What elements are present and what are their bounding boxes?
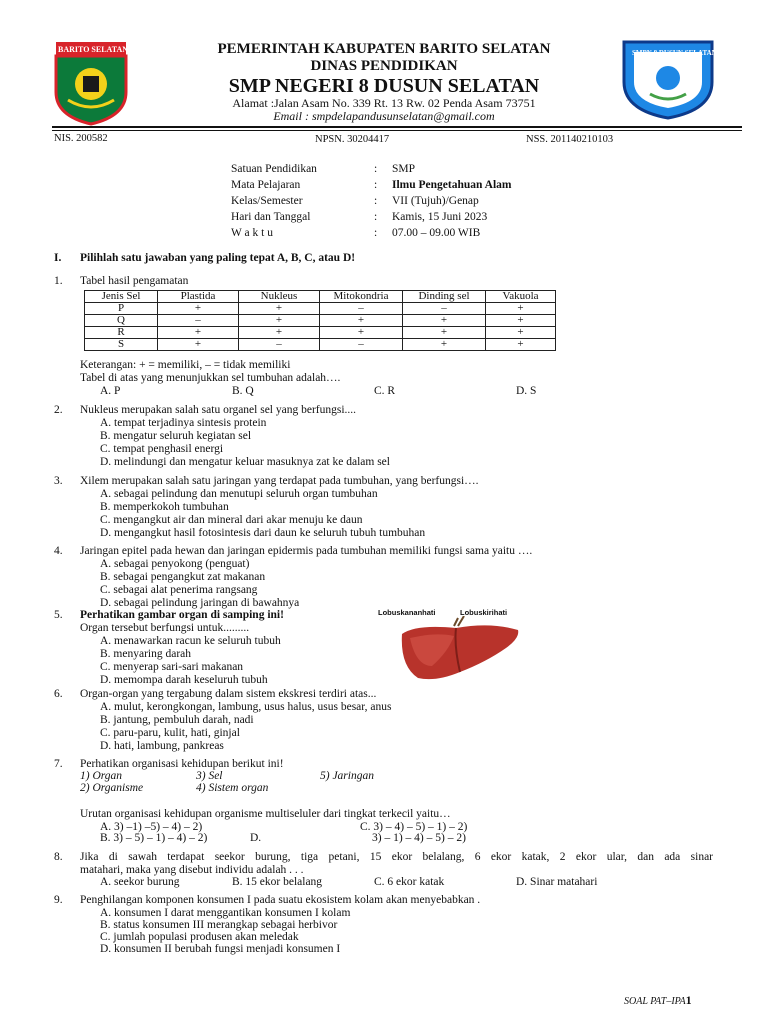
table-row: [85, 327, 556, 339]
question-number: 6.: [54, 688, 63, 700]
table-cell: +: [403, 327, 486, 339]
question-text: Nukleus merupakan salah satu organel sel yang berfungsi....: [80, 404, 357, 416]
option-a[interactable]: A. seekor burung: [100, 876, 180, 888]
list-item: 5) Jaringan: [320, 770, 374, 782]
list-item: 4) Sistem organ: [196, 782, 269, 794]
option-c[interactable]: C. 6 ekor katak: [374, 876, 445, 888]
table-cell: –: [403, 303, 486, 315]
info-value: VII (Tujuh)/Genap: [392, 195, 479, 207]
question-text: Organ-organ yang tergabung dalam sistem ekskresi terdiri atas...: [80, 688, 377, 700]
option-c[interactable]: C. tempat penghasil energi: [100, 443, 224, 455]
question-text: Jaringan epitel pada hewan dan jaringan epidermis pada tumbuhan memiliki fungsi sama yaitu ….: [80, 545, 533, 557]
option-a[interactable]: A. 3) –1) –5) – 4) – 2): [100, 821, 203, 833]
info-colon: :: [374, 227, 378, 239]
table-cell: +: [239, 315, 320, 327]
option-a[interactable]: A. konsumen I darat menggantikan konsumen I kolam: [100, 907, 351, 919]
info-colon: :: [374, 211, 378, 223]
option-d[interactable]: D. S: [516, 385, 537, 397]
footer-label: [624, 993, 692, 1008]
table-header-cell: Plastida: [158, 291, 239, 303]
question-text: Perhatikan organisasi kehidupan berikut ini!: [80, 758, 284, 770]
liver-image: [396, 616, 522, 688]
info-label: Kelas/Semester: [231, 195, 303, 207]
table-header-cell: Vakuola: [486, 291, 556, 303]
option-d[interactable]: D. konsumen II berubah fungsi menjadi konsumen I: [100, 943, 341, 955]
option-b[interactable]: B. memperkokoh tumbuhan: [100, 501, 229, 513]
option-b[interactable]: B. menyaring darah: [100, 648, 192, 660]
question-text: Jika di sawah terdapat seekor burung, tiga petani, 15 ekor belalang, 6 ekor katak, 2 ekor ular, dan ada sinar: [80, 851, 713, 863]
option-a[interactable]: A. P: [100, 385, 121, 397]
header-divider-thin: [52, 130, 742, 131]
question-number: 5.: [54, 609, 63, 621]
option-a[interactable]: A. sebagai penyokong (penguat): [100, 558, 250, 570]
question-text-2: matahari, maka yang disebut individu adalah . . .: [80, 864, 304, 876]
table-cell: –: [158, 315, 239, 327]
table-header-row: [85, 291, 556, 303]
question-number: 4.: [54, 545, 63, 557]
table-cell: +: [158, 327, 239, 339]
liver-label-left-lobe: Lobuskirihati: [460, 608, 508, 617]
table-cell: +: [486, 315, 556, 327]
table-cell: P: [85, 303, 158, 315]
table-header-cell: Nukleus: [239, 291, 320, 303]
table-cell: –: [239, 339, 320, 351]
section-number: I.: [54, 252, 62, 264]
table-cell: +: [320, 315, 403, 327]
table-header-cell: Jenis Sel: [85, 291, 158, 303]
table-cell: R: [85, 327, 158, 339]
question-prompt: Urutan organisasi kehidupan organisme multiseluler dari tingkat terkecil yaitu…: [80, 808, 451, 820]
header-government: PEMERINTAH KABUPATEN BARITO SELATAN: [217, 41, 551, 57]
question-number: 1.: [54, 275, 63, 287]
option-d[interactable]: D. hati, lambung, pankreas: [100, 740, 224, 752]
info-label: W a k t u: [231, 227, 273, 239]
table-cell: +: [486, 327, 556, 339]
question-number: 9.: [54, 894, 63, 906]
option-b[interactable]: B. jantung, pembuluh darah, nadi: [100, 714, 254, 726]
option-b[interactable]: B. 3) – 5) – 1) – 4) – 2): [100, 832, 208, 844]
table-cell: –: [320, 339, 403, 351]
footer-text: SOAL PAT–IPA: [624, 996, 686, 1007]
header-address: Alamat :Jalan Asam No. 339 Rt. 13 Rw. 02 Penda Asam 73751: [232, 96, 536, 110]
option-c[interactable]: C. paru-paru, kulit, hati, ginjal: [100, 727, 240, 739]
header-department: DINAS PENDIDIKAN: [310, 58, 458, 74]
option-c[interactable]: C. jumlah populasi produsen akan meledak: [100, 931, 299, 943]
table-row: [85, 339, 556, 351]
option-a[interactable]: A. tempat terjadinya sintesis protein: [100, 417, 267, 429]
header-school-name: SMP NEGERI 8 DUSUN SELATAN: [228, 75, 540, 97]
option-c[interactable]: C. sebagai alat penerima rangsang: [100, 584, 258, 596]
option-c[interactable]: C. menyerap sari-sari makanan: [100, 661, 244, 673]
option-d[interactable]: D. sebagai pelindung jaringan di bawahnya: [100, 597, 300, 609]
info-label: Satuan Pendidikan: [231, 163, 317, 175]
option-b[interactable]: B. sebagai pengangkut zat makanan: [100, 571, 266, 583]
observation-table: [84, 290, 556, 351]
section-title: Pilihlah satu jawaban yang paling tepat A, B, C, atau D!: [80, 252, 356, 264]
question-text-2: Organ tersebut berfungsi untuk.........: [80, 622, 250, 634]
option-c[interactable]: C. 3) – 4) – 5) – 1) – 2): [360, 821, 468, 833]
table-header-cell: Dinding sel: [403, 291, 486, 303]
option-d[interactable]: D. melindungi dan mengatur keluar masuknya zat ke dalam sel: [100, 456, 390, 468]
question-text: Perhatikan gambar organ di samping ini!: [80, 609, 284, 621]
question-text: Xilem merupakan salah satu jaringan yang terdapat pada tumbuhan, yang berfungsi….: [80, 475, 479, 487]
table-header-cell: Mitokondria: [320, 291, 403, 303]
page-number: 1: [685, 993, 692, 1007]
info-colon: :: [374, 195, 378, 207]
question-prompt: Tabel di atas yang menunjukkan sel tumbuhan adalah….: [80, 372, 341, 384]
table-cell: +: [239, 327, 320, 339]
list-item: 1) Organ: [80, 770, 123, 782]
info-label: Hari dan Tanggal: [231, 211, 311, 223]
option-a[interactable]: A. menawarkan racun ke seluruh tubuh: [100, 635, 281, 647]
info-colon: :: [374, 179, 378, 191]
table-cell: +: [158, 339, 239, 351]
option-d[interactable]: 3) – 1) – 4) – 5) – 2): [372, 832, 466, 844]
question-number: 7.: [54, 758, 63, 770]
list-item: 2) Organisme: [80, 782, 144, 794]
option-b[interactable]: B. Q: [232, 385, 254, 397]
liver-label-right-lobe: Lobuskananhati: [378, 608, 436, 617]
table-cell: Q: [85, 315, 158, 327]
nis-number: NIS. 200582: [54, 133, 108, 144]
logo-right-text: SMPN 8 DUSUN SELATAN: [632, 49, 717, 57]
table-cell: +: [403, 339, 486, 351]
option-a[interactable]: A. mulut, kerongkongan, lambung, usus halus, usus besar, anus: [100, 701, 392, 713]
option-a[interactable]: A. sebagai pelindung dan menutupi seluruh organ tumbuhan: [100, 488, 378, 500]
table-cell: +: [403, 315, 486, 327]
question-text: Tabel hasil pengamatan: [80, 275, 189, 287]
list-item: 3) Sel: [196, 770, 223, 782]
nss-number: NSS. 201140210103: [526, 134, 614, 145]
question-number: 8.: [54, 851, 63, 863]
option-b[interactable]: B. mengatur seluruh kegiatan sel: [100, 430, 252, 442]
table-row: [85, 315, 556, 327]
question-number: 3.: [54, 475, 63, 487]
option-d[interactable]: D. mengangkut hasil fotosintesis dari daun ke seluruh tubuh tumbuhan: [100, 527, 426, 539]
table-cell: +: [158, 303, 239, 315]
option-c[interactable]: C. mengangkut air dan mineral dari akar menuju ke daun: [100, 514, 363, 526]
table-note: Keterangan: + = memiliki, – = tidak memiliki: [80, 359, 291, 371]
table-row: [85, 303, 556, 315]
option-c[interactable]: C. R: [374, 385, 396, 397]
info-value: SMP: [392, 163, 416, 175]
header-divider: [52, 126, 742, 128]
info-value: Ilmu Pengetahuan Alam: [392, 179, 512, 191]
table-cell: +: [320, 327, 403, 339]
info-value: Kamis, 15 Juni 2023: [392, 211, 488, 223]
option-b[interactable]: B. 15 ekor belalang: [232, 876, 323, 888]
info-colon: :: [374, 163, 378, 175]
table-cell: +: [486, 303, 556, 315]
table-cell: +: [486, 339, 556, 351]
option-b[interactable]: B. status konsumen III merangkap sebagai herbivor: [100, 919, 338, 931]
question-number: 2.: [54, 404, 63, 416]
option-d-label[interactable]: D.: [250, 832, 262, 844]
table-cell: +: [239, 303, 320, 315]
npsn-number: NPSN. 30204417: [315, 134, 390, 145]
option-d[interactable]: D. Sinar matahari: [516, 876, 598, 888]
table-cell: –: [320, 303, 403, 315]
question-text: Penghilangan komponen konsumen I pada suatu ekosistem kolam akan menyebabkan .: [80, 894, 481, 906]
header-email: Email : smpdelapandusunselatan@gmail.com: [273, 109, 495, 123]
info-label: Mata Pelajaran: [231, 179, 301, 191]
option-d[interactable]: D. memompa darah keseluruh tubuh: [100, 674, 268, 686]
info-value: 07.00 – 09.00 WIB: [392, 227, 481, 239]
table-cell: S: [85, 339, 158, 351]
logo-left-text: BARITO SELATAN: [58, 45, 129, 54]
